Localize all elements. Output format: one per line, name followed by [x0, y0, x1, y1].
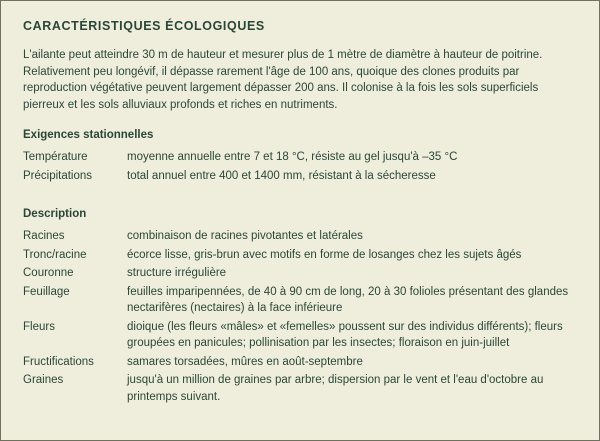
table-row — [23, 372, 581, 407]
row-label: Racines — [23, 230, 65, 242]
section-exigences-stationnelles — [21, 129, 579, 186]
row-value: feuilles imparipennées, de 40 à 90 cm de long, 20 à 30 folioles présentant des glandes nectarifères (nectaires) à la face inférieure — [127, 285, 569, 314]
table-row — [23, 265, 581, 284]
section-heading: Exigences stationnelles — [23, 129, 154, 141]
table-row — [23, 247, 581, 266]
table-row — [23, 354, 581, 373]
row-label: Tronc/racine — [23, 248, 87, 261]
row-label: Fleurs — [23, 320, 55, 333]
row-label: Température — [23, 151, 88, 163]
row-label: Précipitations — [23, 169, 93, 182]
row-value: jusqu'à un million de graines par arbre; dispersion par le vent et l'eau d'octobre au printemps suivant. — [127, 374, 544, 403]
row-value: total annuel entre 400 et 1400 mm, résistant à la sécheresse — [127, 169, 436, 182]
table-row — [23, 228, 581, 247]
table-row — [23, 149, 581, 168]
section-heading: Description — [23, 208, 87, 220]
table-row — [23, 319, 581, 354]
row-label: Feuillage — [23, 285, 70, 298]
row-value: moyenne annuelle entre 7 et 18 °C, résiste au gel jusqu'à –35 °C — [127, 151, 458, 163]
row-value: écorce lisse, gris-brun avec motifs en forme de losanges chez les sujets âgés — [127, 248, 522, 261]
table-row — [23, 168, 581, 187]
row-value: combinaison de racines pivotantes et latérales — [127, 230, 363, 242]
section-description — [21, 208, 579, 407]
attribute-table — [23, 149, 581, 186]
row-label: Graines — [23, 374, 64, 386]
row-label: Fructifications — [23, 355, 94, 368]
table-row — [23, 284, 581, 319]
page-title: CARACTÉRISTIQUES ÉCOLOGIQUES — [23, 19, 265, 33]
row-label: Couronne — [23, 267, 74, 279]
row-value: structure irrégulière — [127, 267, 227, 279]
row-value: dioique (les fleurs «mâles» et «femelles» poussent sur des individus différents); fleurs groupées en panicules; pollinisation par les insectes; floraison en juin-juillet — [127, 320, 563, 349]
row-value: samares torsadées, mûres en août-septembre — [127, 355, 363, 368]
intro-paragraph: L'ailante peut atteindre 30 m de hauteur et mesurer plus de 1 mètre de diamètre à hauteur de poitrine. Relativement peu longévif, il dépasse rarement l'âge de 100 ans, quoique des clones produits par reproduction végétative peuvent largement dépasser 200 ans. Il colonise à la fois les sols superficiels pierreux et les sols alluviaux profonds et riches en nutriments. — [23, 49, 543, 111]
attribute-table — [23, 228, 581, 407]
section-spacer — [21, 186, 579, 202]
